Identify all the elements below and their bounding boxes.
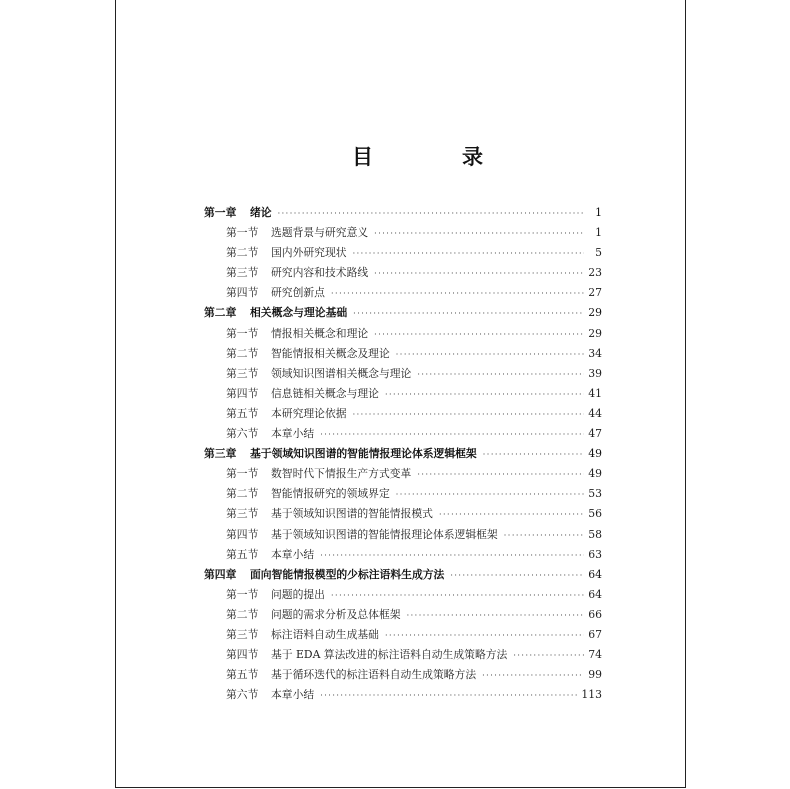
toc-leader-dots — [417, 370, 584, 379]
toc-leader-dots — [482, 671, 584, 680]
toc-leader-dots — [353, 410, 584, 419]
toc-entry-page: 1 — [595, 206, 602, 219]
toc-entry-page: 39 — [588, 366, 602, 380]
toc-entry-title: 数智时代下情报生产方式变革 — [271, 467, 412, 481]
toc-entry-number: 第三节 — [226, 627, 259, 641]
toc-entry-page: 74 — [588, 648, 602, 662]
page-title: 目 录 — [352, 145, 517, 169]
toc-entry-number: 第三节 — [226, 266, 259, 280]
toc-section-entry — [204, 245, 602, 265]
toc-entry-title: 本研究理论依据 — [271, 406, 347, 420]
toc-entry-title: 情报相关概念和理论 — [271, 326, 369, 340]
toc-entry-number: 第五节 — [226, 406, 259, 420]
toc-chapter-entry — [204, 205, 602, 225]
toc-entry-number: 第一章 — [204, 206, 237, 219]
document-page — [115, 0, 686, 788]
toc-entry-number: 第三节 — [226, 366, 259, 380]
toc-entry-number: 第三章 — [204, 447, 237, 461]
toc-entry-number: 第二节 — [226, 487, 259, 501]
toc-entry-title: 智能情报相关概念及理论 — [271, 346, 390, 360]
toc-entry-page: 5 — [595, 246, 602, 260]
toc-entry-page: 49 — [588, 467, 602, 481]
toc-leader-dots — [513, 651, 584, 660]
toc-entry-page: 67 — [588, 627, 602, 641]
toc-leader-dots — [396, 490, 584, 499]
toc-leader-dots — [278, 209, 584, 218]
toc-leader-dots — [385, 631, 584, 640]
toc-section-entry — [204, 687, 602, 707]
toc-section-entry — [204, 527, 602, 547]
toc-leader-dots — [331, 289, 584, 298]
toc-entry-number: 第四节 — [226, 386, 259, 400]
toc-entry-page: 56 — [588, 507, 602, 521]
toc-section-entry — [204, 607, 602, 627]
toc-entry-number: 第一节 — [226, 587, 259, 601]
toc-entry-page: 64 — [588, 587, 602, 601]
toc-entry-number: 第一节 — [226, 226, 259, 240]
toc-entry-number: 第一节 — [226, 467, 259, 481]
toc-entry-page: 44 — [588, 406, 602, 420]
toc-entry-page: 1 — [595, 226, 602, 240]
toc-section-entry — [204, 426, 602, 446]
toc-leader-dots — [353, 309, 584, 318]
toc-entry-title: 本章小结 — [271, 427, 315, 441]
toc-leader-dots — [353, 249, 584, 258]
toc-leader-dots — [320, 551, 584, 560]
toc-entry-page: 41 — [588, 386, 602, 400]
toc-section-entry — [204, 406, 602, 426]
toc-entry-page: 27 — [588, 286, 602, 300]
toc-leader-dots — [396, 350, 584, 359]
toc-entry-page: 113 — [581, 688, 602, 702]
toc-entry-title: 问题的提出 — [271, 587, 325, 601]
toc-entry-number: 第二章 — [204, 306, 237, 320]
toc-section-entry — [204, 386, 602, 406]
toc-section-entry — [204, 346, 602, 366]
toc-entry-number: 第二节 — [226, 346, 259, 360]
toc-leader-dots — [374, 269, 584, 278]
toc-entry-page: 29 — [588, 326, 602, 340]
toc-chapter-entry — [204, 567, 602, 587]
toc-section-entry — [204, 265, 602, 285]
toc-entry-number: 第六节 — [226, 427, 259, 441]
toc-leader-dots — [374, 229, 584, 238]
toc-chapter-entry — [204, 446, 602, 466]
toc-entry-page: 64 — [588, 567, 602, 581]
toc-section-entry — [204, 225, 602, 245]
toc-leader-dots — [439, 510, 584, 519]
toc-entry-page: 53 — [588, 487, 602, 501]
toc-leader-dots — [504, 531, 584, 540]
toc-entry-page: 47 — [588, 427, 602, 441]
toc-entry-title: 研究内容和技术路线 — [271, 266, 369, 280]
toc-leader-dots — [407, 611, 584, 620]
toc-entry-number: 第五节 — [226, 547, 259, 561]
toc-entry-number: 第四章 — [204, 567, 237, 581]
toc-entry-title: 基于循环迭代的标注语料自动生成策略方法 — [271, 668, 477, 682]
toc-entry-number: 第四节 — [226, 527, 259, 541]
toc-section-entry — [204, 547, 602, 567]
toc-section-entry — [204, 366, 602, 386]
toc-entry-number: 第五节 — [226, 668, 259, 682]
toc-entry-title: 信息链相关概念与理论 — [271, 386, 379, 400]
toc-entry-number: 第二节 — [226, 246, 259, 260]
toc-entry-title: 基于 EDA 算法改进的标注语料自动生成策略方法 — [271, 648, 508, 662]
toc-leader-dots — [331, 591, 584, 600]
toc-entry-title: 研究创新点 — [271, 286, 325, 300]
toc-entry-page: 23 — [588, 266, 602, 280]
table-of-contents — [204, 205, 602, 707]
toc-entry-page: 58 — [588, 527, 602, 541]
toc-leader-dots — [374, 330, 584, 339]
toc-entry-number: 第四节 — [226, 286, 259, 300]
toc-entry-title: 基于领域知识图谱的智能情报理论体系逻辑框架 — [271, 527, 498, 541]
toc-entry-page: 63 — [588, 547, 602, 561]
toc-section-entry — [204, 667, 602, 687]
toc-entry-number: 第六节 — [226, 688, 259, 702]
toc-entry-number: 第一节 — [226, 326, 259, 340]
toc-entry-number: 第三节 — [226, 507, 259, 521]
toc-entry-title: 智能情报研究的领域界定 — [271, 487, 390, 501]
toc-section-entry — [204, 466, 602, 486]
toc-leader-dots — [385, 390, 584, 399]
toc-leader-dots — [320, 430, 584, 439]
toc-entry-title: 相关概念与理论基础 — [250, 306, 348, 320]
toc-leader-dots — [483, 450, 584, 459]
toc-entry-title: 基于领域知识图谱的智能情报理论体系逻辑框架 — [250, 447, 477, 461]
toc-entry-title: 基于领域知识图谱的智能情报模式 — [271, 507, 433, 521]
toc-entry-page: 34 — [588, 346, 602, 360]
toc-leader-dots — [417, 470, 584, 479]
toc-entry-title: 绪论 — [250, 206, 272, 219]
toc-section-entry — [204, 647, 602, 667]
toc-section-entry — [204, 587, 602, 607]
toc-entry-title: 标注语料自动生成基础 — [271, 627, 379, 641]
toc-entry-page: 99 — [588, 668, 602, 682]
toc-entry-title: 问题的需求分析及总体框架 — [271, 607, 401, 621]
toc-section-entry — [204, 285, 602, 305]
toc-entry-number: 第四节 — [226, 648, 259, 662]
toc-entry-title: 面向智能情报模型的少标注语料生成方法 — [250, 567, 445, 581]
toc-leader-dots — [450, 571, 584, 580]
toc-section-entry — [204, 326, 602, 346]
toc-section-entry — [204, 486, 602, 506]
toc-entry-page: 49 — [588, 447, 602, 461]
toc-chapter-entry — [204, 305, 602, 325]
toc-entry-title: 本章小结 — [271, 547, 315, 561]
toc-entry-page: 66 — [588, 607, 602, 621]
toc-entry-title: 国内外研究现状 — [271, 246, 347, 260]
toc-entry-title: 领域知识图谱相关概念与理论 — [271, 366, 412, 380]
toc-section-entry — [204, 627, 602, 647]
toc-entry-title: 选题背景与研究意义 — [271, 226, 369, 240]
toc-entry-number: 第二节 — [226, 607, 259, 621]
toc-entry-page: 29 — [588, 306, 602, 320]
toc-section-entry — [204, 506, 602, 526]
toc-leader-dots — [320, 691, 577, 700]
toc-entry-title: 本章小结 — [271, 688, 315, 702]
